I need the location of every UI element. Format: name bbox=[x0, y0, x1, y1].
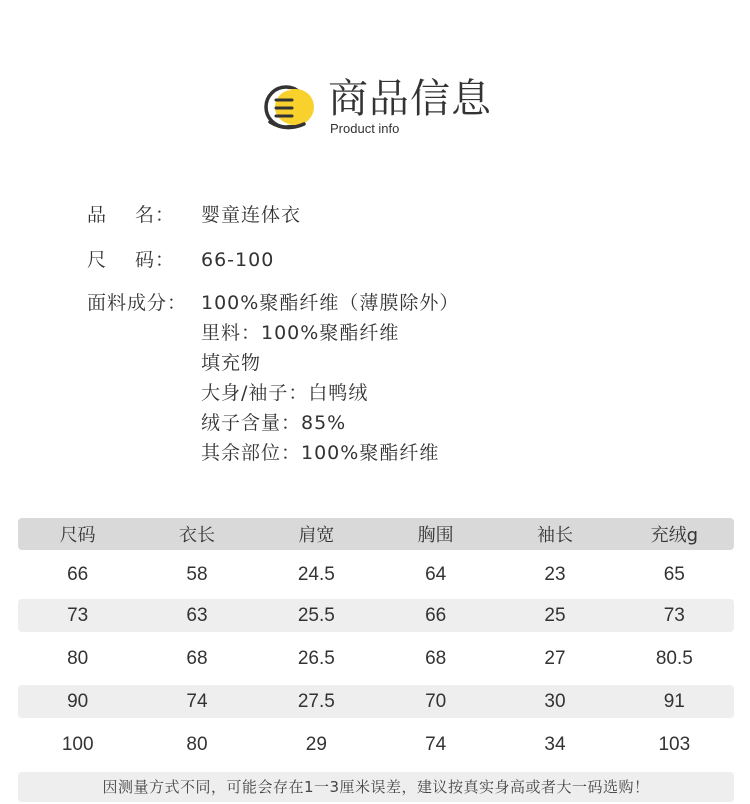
table-cell: 66 bbox=[67, 563, 89, 585]
table-cell: 26.5 bbox=[297, 647, 335, 669]
table-header-cell: 尺码 bbox=[59, 525, 96, 546]
table-cell: 68 bbox=[186, 647, 208, 669]
table-cell: 34 bbox=[544, 733, 566, 755]
product-info-list bbox=[87, 200, 687, 468]
table-cell: 74 bbox=[186, 690, 208, 712]
product-info-header bbox=[262, 76, 562, 142]
info-row-fabric bbox=[87, 288, 687, 468]
table-cell: 30 bbox=[544, 690, 566, 712]
measurement-note: 因测量方式不同，可能会存在1一3厘米误差，建议按真实身高或者大一码选购！ bbox=[18, 772, 734, 802]
table-row bbox=[18, 599, 734, 632]
table-cell: 27.5 bbox=[297, 690, 335, 712]
info-label-size: 尺 码： bbox=[87, 249, 176, 271]
table-cell: 100 bbox=[61, 733, 94, 755]
fabric-line: 填充物 bbox=[201, 352, 262, 374]
table-cell: 73 bbox=[67, 604, 89, 626]
size-table bbox=[18, 518, 734, 761]
table-cell: 103 bbox=[658, 733, 691, 755]
info-value-name: 婴童连体衣 bbox=[201, 204, 302, 226]
table-header-cell: 衣长 bbox=[178, 525, 215, 546]
table-cell: 90 bbox=[67, 690, 89, 712]
fabric-line: 里料：100%聚酯纤维 bbox=[201, 322, 400, 344]
table-cell: 25 bbox=[544, 604, 566, 626]
fabric-line: 大身/袖子：白鸭绒 bbox=[201, 382, 369, 404]
info-value-size: 66-100 bbox=[201, 249, 275, 271]
table-cell: 63 bbox=[186, 604, 208, 626]
info-label-name: 品 名： bbox=[87, 204, 176, 226]
table-cell: 24.5 bbox=[297, 563, 335, 585]
table-cell: 74 bbox=[425, 733, 447, 755]
table-cell: 65 bbox=[663, 563, 685, 585]
table-cell: 29 bbox=[305, 733, 327, 755]
table-cell: 91 bbox=[663, 690, 685, 712]
table-row bbox=[18, 728, 734, 761]
info-label-fabric: 面料成分： bbox=[87, 292, 188, 314]
page-subtitle: Product info bbox=[330, 121, 400, 136]
page-title: 商品信息 bbox=[328, 76, 492, 122]
fabric-line: 100%聚酯纤维（薄膜除外） bbox=[201, 292, 460, 314]
table-header-cell: 充绒g bbox=[650, 525, 699, 546]
table-cell: 80 bbox=[186, 733, 208, 755]
table-cell: 25.5 bbox=[297, 604, 335, 626]
table-cell: 58 bbox=[186, 563, 208, 585]
info-row-size bbox=[87, 245, 687, 275]
document-list-icon bbox=[262, 82, 314, 132]
fabric-line: 其余部位：100%聚酯纤维 bbox=[201, 442, 440, 464]
table-cell: 68 bbox=[425, 647, 447, 669]
table-cell: 27 bbox=[544, 647, 566, 669]
table-header-cell: 肩宽 bbox=[298, 525, 335, 546]
table-header-cell: 袖长 bbox=[536, 525, 573, 546]
table-cell: 80.5 bbox=[655, 647, 693, 669]
table-header-row bbox=[18, 518, 734, 550]
table-row bbox=[18, 642, 734, 675]
fabric-line: 绒子含量：85% bbox=[201, 412, 347, 434]
info-row-name bbox=[87, 200, 687, 230]
table-cell: 64 bbox=[425, 563, 447, 585]
table-cell: 23 bbox=[544, 563, 566, 585]
table-row bbox=[18, 558, 734, 591]
table-cell: 70 bbox=[425, 690, 447, 712]
table-header-cell: 胸围 bbox=[417, 525, 454, 546]
table-cell: 66 bbox=[425, 604, 447, 626]
table-cell: 73 bbox=[663, 604, 685, 626]
table-row bbox=[18, 685, 734, 718]
table-cell: 80 bbox=[67, 647, 89, 669]
